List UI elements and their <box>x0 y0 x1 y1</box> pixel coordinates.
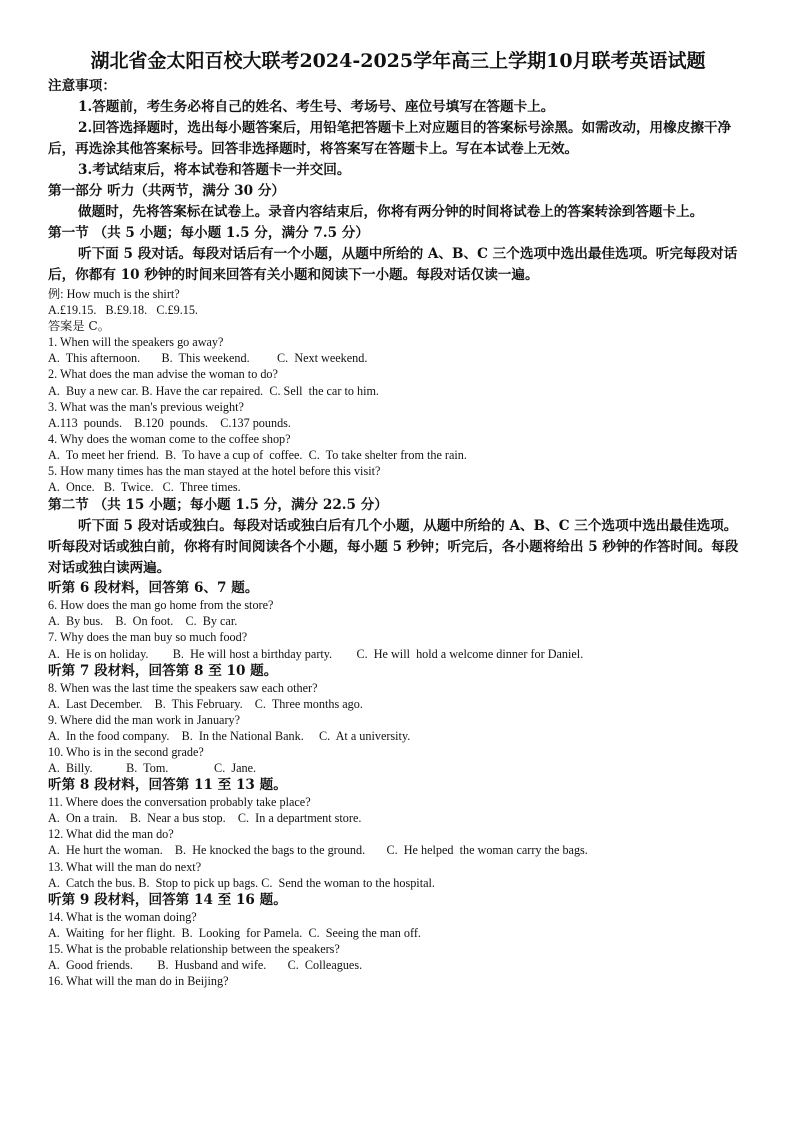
question-options: A. To meet her friend. B. To have a cup of coffee. C. To take shelter from the rain. <box>48 447 467 462</box>
question-options: A. Waiting for her flight. B. Looking for Pamela. C. Seeing the man off. <box>48 925 421 940</box>
question-text: 4. Why does the woman come to the coffee shop? <box>48 431 291 446</box>
question-text: 2. What does the man advise the woman to do? <box>48 367 278 382</box>
question-options: A.113 pounds. B.120 pounds. C.137 pounds. <box>48 415 291 430</box>
material-8 <box>48 776 748 891</box>
question-options: A. He is on holiday. B. He will host a birthday party. C. He will hold a welcome dinner for Daniel. <box>48 646 584 661</box>
material-heading: 听第 9 段材料，回答第 14 至 16 题。 <box>48 891 287 908</box>
question-options: A. In the food company. B. In the National Bank. C. At a university. <box>48 728 411 743</box>
question-options: A. This afternoon. B. This weekend. C. Next weekend. <box>48 351 368 366</box>
question-options: A. Buy a new car. B. Have the car repaired. C. Sell the car to him. <box>48 383 379 398</box>
material-heading: 听第 7 段材料，回答第 8 至 10 题。 <box>48 662 278 679</box>
question-text: 15. What is the probable relationship between the speakers? <box>48 941 340 956</box>
part1-heading: 第一部分 听力（共两节，满分 30 分） <box>48 183 286 199</box>
page-title: 湖北省金太阳百校大联考2024-2025学年高三上学期10月联考英语试题 <box>90 50 706 72</box>
question-options: A. Good friends. B. Husband and wife. C. Colleagues. <box>48 958 363 972</box>
part1-intro: 做题时，先将答案标在试卷上。录音内容结束后，你将有两分钟的时间将试卷上的答案转涂到答题卡上。 <box>78 204 704 220</box>
notice-item-2: 2.回答选择题时，选出每小题答案后，用铅笔把答题卡上对应题目的答案标号涂黑。如需改动，用橡皮擦干净后，再选涂其他答案标号。回答非选择题时，将答案写在答题卡上。写在本试卷上无效。 <box>48 120 732 157</box>
question-text: 10. Who is in the second grade? <box>48 744 204 759</box>
section1-questions <box>48 334 748 495</box>
question-text: 8. When was the last time the speakers saw each other? <box>48 680 318 695</box>
section1-heading: 第一节 （共 5 小题；每小题 1.5 分，满分 7.5 分） <box>48 225 369 241</box>
material-heading: 听第 8 段材料，回答第 11 至 13 题。 <box>48 777 287 794</box>
question-text: 7. Why does the man buy so much food? <box>48 630 248 645</box>
question-text: 12. What did the man do? <box>48 827 174 842</box>
question-text: 1. When will the speakers go away? <box>48 335 224 350</box>
question-options: A. On a train. B. Near a bus stop. C. In a department store. <box>48 811 362 826</box>
question-options: A. He hurt the woman. B. He knocked the bags to the ground. C. He helped the woman carry the bags. <box>48 843 588 858</box>
question-options: A. By bus. B. On foot. C. By car. <box>48 614 238 629</box>
question-options: A. Once. B. Twice. C. Three times. <box>48 480 241 495</box>
example-question: 例: How much is the shirt? <box>48 287 180 301</box>
question-options: A. Last December. B. This February. C. Three months ago. <box>48 696 363 711</box>
notice-item-1: 1.答题前，考生务必将自己的姓名、考生号、考场号、座位号填写在答题卡上。 <box>78 99 555 115</box>
exam-page <box>48 46 748 989</box>
material-7 <box>48 662 748 777</box>
section2-intro: 听下面 5 段对话或独白。每段对话或独白后有几个小题，从题中所给的 A、B、C 三个选项中选出最佳选项。听每段对话或独白前，你将有时间阅读各个小题，每小题 5 秒钟；听完后，各小题将给出 5 秒钟的作答时间。每段对话或独白读两遍。 <box>48 518 739 577</box>
question-text: 14. What is the woman doing? <box>48 909 197 924</box>
question-text: 11. Where does the conversation probably take place? <box>48 795 311 810</box>
section1-intro: 听下面 5 段对话。每段对话后有一个小题，从题中所给的 A、B、C 三个选项中选出最佳选项。听完每段对话后，你都有 10 秒钟的时间来回答有关小题和阅读下一小题。每段对话仅读一遍。 <box>48 246 738 283</box>
question-text: 3. What was the man's previous weight? <box>48 399 244 414</box>
notice-heading: 注意事项： <box>48 78 116 94</box>
material-9 <box>48 891 748 989</box>
question-text: 16. What will the man do in Beijing? <box>48 974 229 989</box>
example-answer: 答案是 C。 <box>48 319 110 334</box>
question-options: A. Billy. B. Tom. C. Jane. <box>48 761 257 776</box>
question-text: 5. How many times has the man stayed at the hotel before this visit? <box>48 464 381 479</box>
material-heading: 听第 6 段材料，回答第 6、7 题。 <box>48 580 259 597</box>
notice-item-3: 3.考试结束后，将本试卷和答题卡一并交回。 <box>78 162 351 178</box>
question-options: A. Catch the bus. B. Stop to pick up bags. C. Send the woman to the hospital. <box>48 875 435 890</box>
material-6 <box>48 579 748 661</box>
example-options: A.£19.15. B.£9.18. C.£9.15. <box>48 303 198 318</box>
question-text: 9. Where did the man work in January? <box>48 712 241 727</box>
question-text: 6. How does the man go home from the store? <box>48 598 274 613</box>
question-text: 13. What will the man do next? <box>48 859 202 874</box>
section2-heading: 第二节 （共 15 小题；每小题 1.5 分，满分 22.5 分） <box>48 497 388 514</box>
